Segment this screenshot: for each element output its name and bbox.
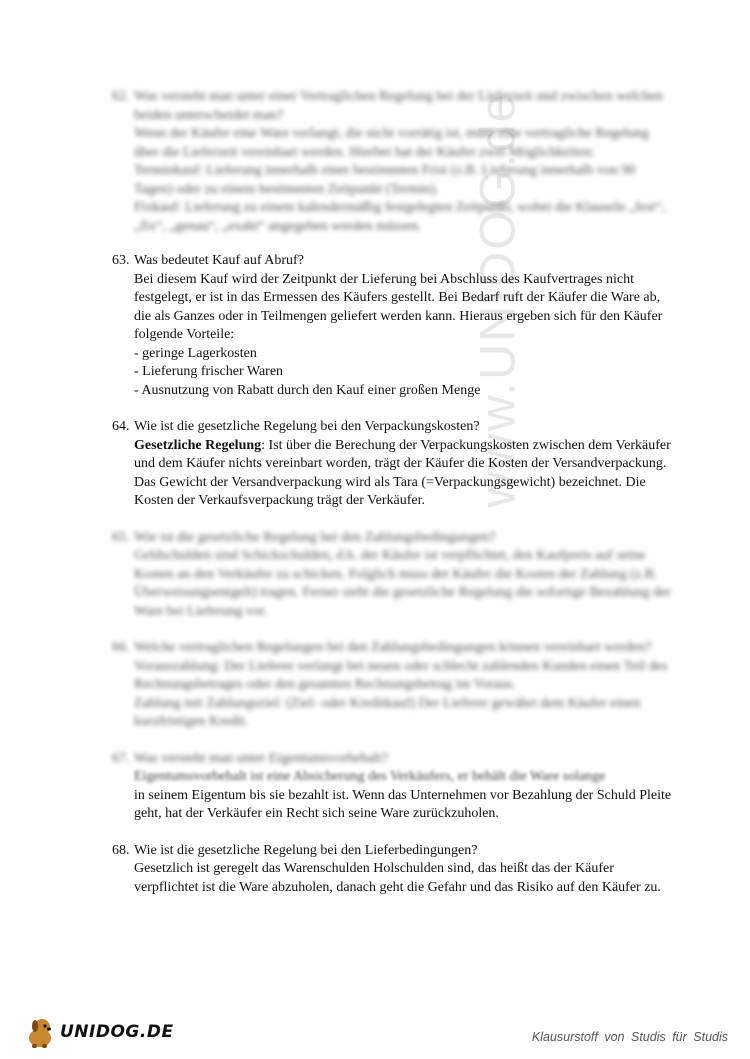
question-68 [112,842,672,898]
answer-text: Terminkauf: Lieferung innerhalb einer bestimmten Frist (z.B. Lieferung innerhalb von 90 Tagen) oder zu einem bestimmten Zeitpunkt (Termin). [134,163,636,197]
question-title: Wie ist die gesetzliche Regelung bei den Verpackungskosten? [134,419,480,434]
question-67 [112,750,672,824]
question-title: Was versteht man unter einer Vertraglichen Regelung bei der Lieferzeit und zwischen welchen beiden unterscheidet man? [134,89,663,123]
question-66 [112,639,672,732]
question-65 [112,529,672,622]
question-title: Welche vertraglichen Regelungen bei den Zahlungsbedingungen können vereinbart werden? [134,640,652,655]
answer-text: Vorauszahlung: Der Lieferer verlangt bei neuen oder schlecht zahlenden Kunden einen Teil des Rechnungsbetrages oder den gesamten Rechnungsbetrag im Voraus. [134,658,668,692]
watermark: www.UNIDOG.de [469,92,526,508]
answer-bullet: - Lieferung frischer Waren [134,364,284,379]
question-title: Wie ist die gesetzliche Regelung bei den Lieferbedingungen? [134,842,478,858]
question-number: 66. [112,640,130,655]
question-63 [112,252,672,400]
answer-text: Wenn der Käufer eine Ware verlangt, die nicht vorrätig ist, muss eine vertragliche Regelung über die Lieferzeit vereinbart werden. Hierbei hat der Käufer zwei Möglichkeiten: [134,126,649,160]
answer-text: in seinem Eigentum bis sie bezahlt ist. Wenn das Unternehmen vor Bezahlung der Schuld Pleite geht, hat der Verkäufer ein Recht sich seine Ware zurückzuholen. [134,787,672,821]
answer-text: Gesetzlich ist geregelt das Warenschulden Holschulden sind, das heißt das der Käufer verpflichtet ist die Ware abzuholen, danach geht die Gefahr und das Risiko auf den Käufer zu. [134,861,661,895]
answer-body: : Ist über die Berechung der Verpackungskosten zwischen dem Verkäufer und dem Käufer nichts vereinbart worden, trägt der Käufer die Kosten der Versandverpackung. Das Gewicht der Versandverpackung wird als Tara (=Verpackungsgewicht) bezeichnet. Die Kosten der Verkaufsverpackung trägt der Verkäufer. [134,437,671,508]
dog-icon [22,1014,58,1050]
question-number: 65. [112,529,130,545]
question-number: 64. [112,419,130,434]
answer-bullet: - geringe Lagerkosten [134,345,257,361]
question-62 [112,88,672,236]
question-number: 63. [112,253,130,268]
answer-text [134,437,672,511]
footer-slogan: Klausurstoff von Studis für Studis [531,1030,728,1044]
answer-text: Zahlung mit Zahlungsziel: (Ziel- oder Kreditkauf) Der Lieferer gewährt dem Käufer einen kurzfristigen Kredit. [134,695,641,729]
answer-text: Geldschulden sind Schickschulden, d.h. der Käufer ist verpflichtet, den Kaufpreis auf seine Kosten an den Verkäufer zu schicken. Folglich muss der Käufer die Kosten der Zahlung (z.B. Überweisungsentgelt) tragen. Ferner sieht die gesetzliche Regelung die sofortige Bezahlung der Ware bei Lieferung vor. [134,548,671,619]
question-number: 67. [112,750,130,766]
question-list [112,88,672,915]
logo-text: UNIDOG.DE [60,1022,174,1042]
question-number: 68. [112,842,130,858]
question-64 [112,418,672,511]
answer-bold-term: Gesetzliche Regelung [134,437,262,453]
question-title: Was bedeutet Kauf auf Abruf? [134,253,304,268]
answer-text: Bei diesem Kauf wird der Zeitpunkt der Lieferung bei Abschluss des Kaufvertrages nicht festgelegt, er ist in das Ermessen des Käufers gestellt. Bei Bedarf ruft der Käufer die Ware ab, die als Ganzes oder in Teilmengen geliefert werden kann. Hieraus ergeben sich für den Käufer folgende Vorteile: [134,271,663,342]
question-title: Wie ist die gesetzliche Regelung bei den Zahlungsbedingungen? [134,529,496,545]
answer-bullet: - Ausnutzung von Rabatt durch den Kauf einer großen Menge [134,382,481,398]
answer-first-line: Eigentumsvorbehalt ist eine Absicherung des Verkäufers, er behält die Ware solange [134,769,606,784]
unidog-logo[interactable] [22,1014,174,1050]
question-number: 62. [112,89,130,104]
answer-text: Fixkauf: Lieferung zu einem kalendermäßig festgelegten Zeitpunkt, wobei die Klauseln „fest“, „fix“, „genau“, „exakt“ angegeben werden müssen. [134,200,666,234]
question-title: Was versteht man unter Eigentumsvorbehalt? [134,750,388,766]
